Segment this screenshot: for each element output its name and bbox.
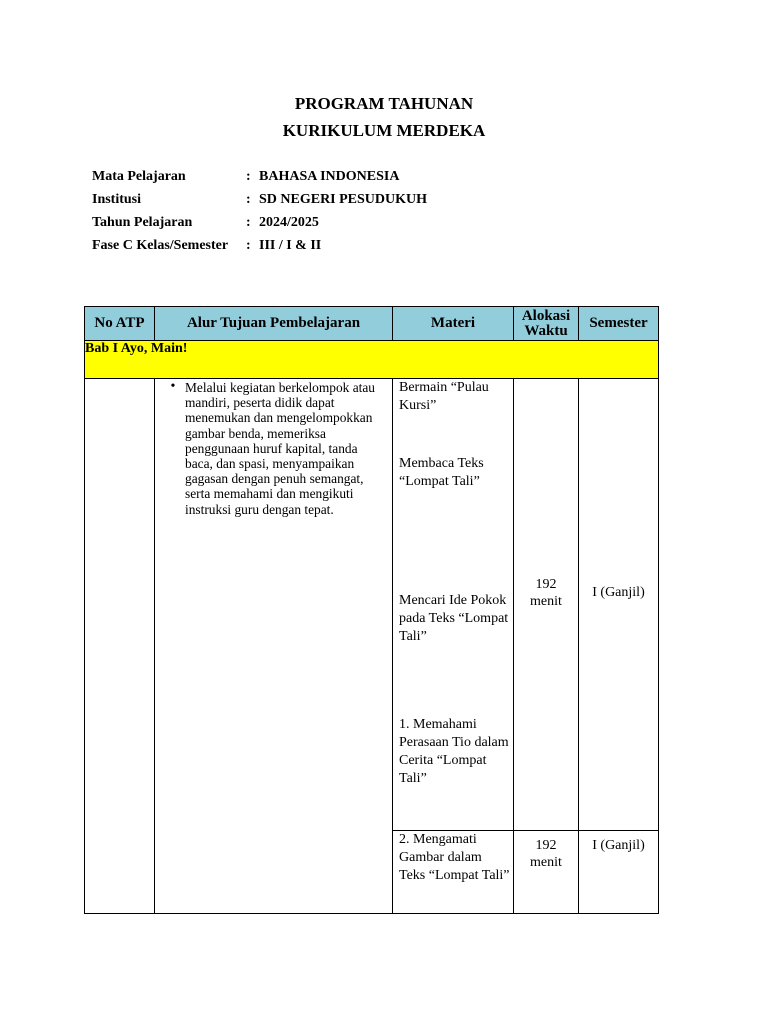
- semester-value: I (Ganjil): [592, 838, 645, 853]
- header-alur: Alur Tujuan Pembelajaran: [155, 307, 393, 341]
- header-no-atp: No ATP: [85, 307, 155, 341]
- program-table: [84, 306, 659, 914]
- info-label: Institusi: [92, 192, 142, 207]
- info-label: Mata Pelajaran: [92, 169, 186, 184]
- alokasi-cell: [514, 379, 579, 831]
- semester-cell: [579, 379, 659, 831]
- materi-cell: [393, 831, 514, 914]
- header-alokasi-line2: Waktu: [524, 322, 568, 339]
- bullet-icon: •: [170, 379, 176, 394]
- materi-item: 1. Memahami Perasaan Tio dalam Cerita “Lompat Tali”: [399, 717, 509, 786]
- header-alokasi-line1: Alokasi: [521, 307, 571, 324]
- alur-cell: [155, 379, 393, 914]
- alur-text: Melalui kegiatan berkelompok atau mandiri, peserta didik dapat menemukan dan mengelompokkan gambar benda, memeriksa penggunaan huruf kapital, tanda baca, dan spasi, menyampaikan gagasan dengan penuh semangat, serta memahami dan mengikuti instruksi guru dengan tepat.: [185, 380, 376, 517]
- table-row: [85, 379, 659, 831]
- semester-value: I (Ganjil): [592, 585, 645, 600]
- info-label: Tahun Pelajaran: [92, 215, 193, 230]
- header-semester: Semester: [579, 307, 659, 341]
- table-header-row: [85, 307, 659, 341]
- alokasi-cell: [514, 831, 579, 914]
- materi-item: Bermain “Pulau Kursi”: [399, 380, 489, 413]
- info-colon: :: [246, 215, 251, 230]
- info-value: III / I & II: [259, 238, 322, 253]
- alokasi-value: 192: [535, 577, 557, 592]
- document-subtitle: KURIKULUM MERDEKA: [282, 121, 486, 140]
- info-block: [92, 168, 427, 260]
- info-colon: :: [246, 169, 251, 184]
- info-value: SD NEGERI PESUDUKUH: [259, 192, 428, 207]
- alokasi-unit: menit: [530, 594, 562, 609]
- chapter-row: [85, 341, 659, 379]
- info-value: BAHASA INDONESIA: [259, 169, 400, 184]
- info-row-tahun-pelajaran: [92, 214, 427, 237]
- materi-cell: [393, 379, 514, 831]
- info-colon: :: [246, 192, 251, 207]
- chapter-title: Bab I Ayo, Main!: [85, 341, 659, 379]
- no-atp-cell: [85, 379, 155, 914]
- document-title: PROGRAM TAHUNAN: [294, 94, 474, 113]
- info-row-mata-pelajaran: [92, 168, 427, 191]
- info-row-fase-kelas: [92, 237, 427, 260]
- info-row-institusi: [92, 191, 427, 214]
- info-colon: :: [246, 238, 251, 253]
- alokasi-value: 192: [535, 838, 557, 853]
- header-materi: Materi: [393, 307, 514, 341]
- header-alokasi: [514, 307, 579, 341]
- semester-cell: [579, 831, 659, 914]
- materi-item: Mencari Ide Pokok pada Teks “Lompat Tali”: [399, 593, 509, 644]
- info-label: Fase C Kelas/Semester: [92, 238, 229, 253]
- info-value: 2024/2025: [259, 215, 319, 230]
- alokasi-unit: menit: [530, 855, 562, 870]
- materi-item: 2. Mengamati Gambar dalam Teks “Lompat Tali”: [399, 832, 510, 883]
- materi-item: Membaca Teks “Lompat Tali”: [399, 456, 484, 489]
